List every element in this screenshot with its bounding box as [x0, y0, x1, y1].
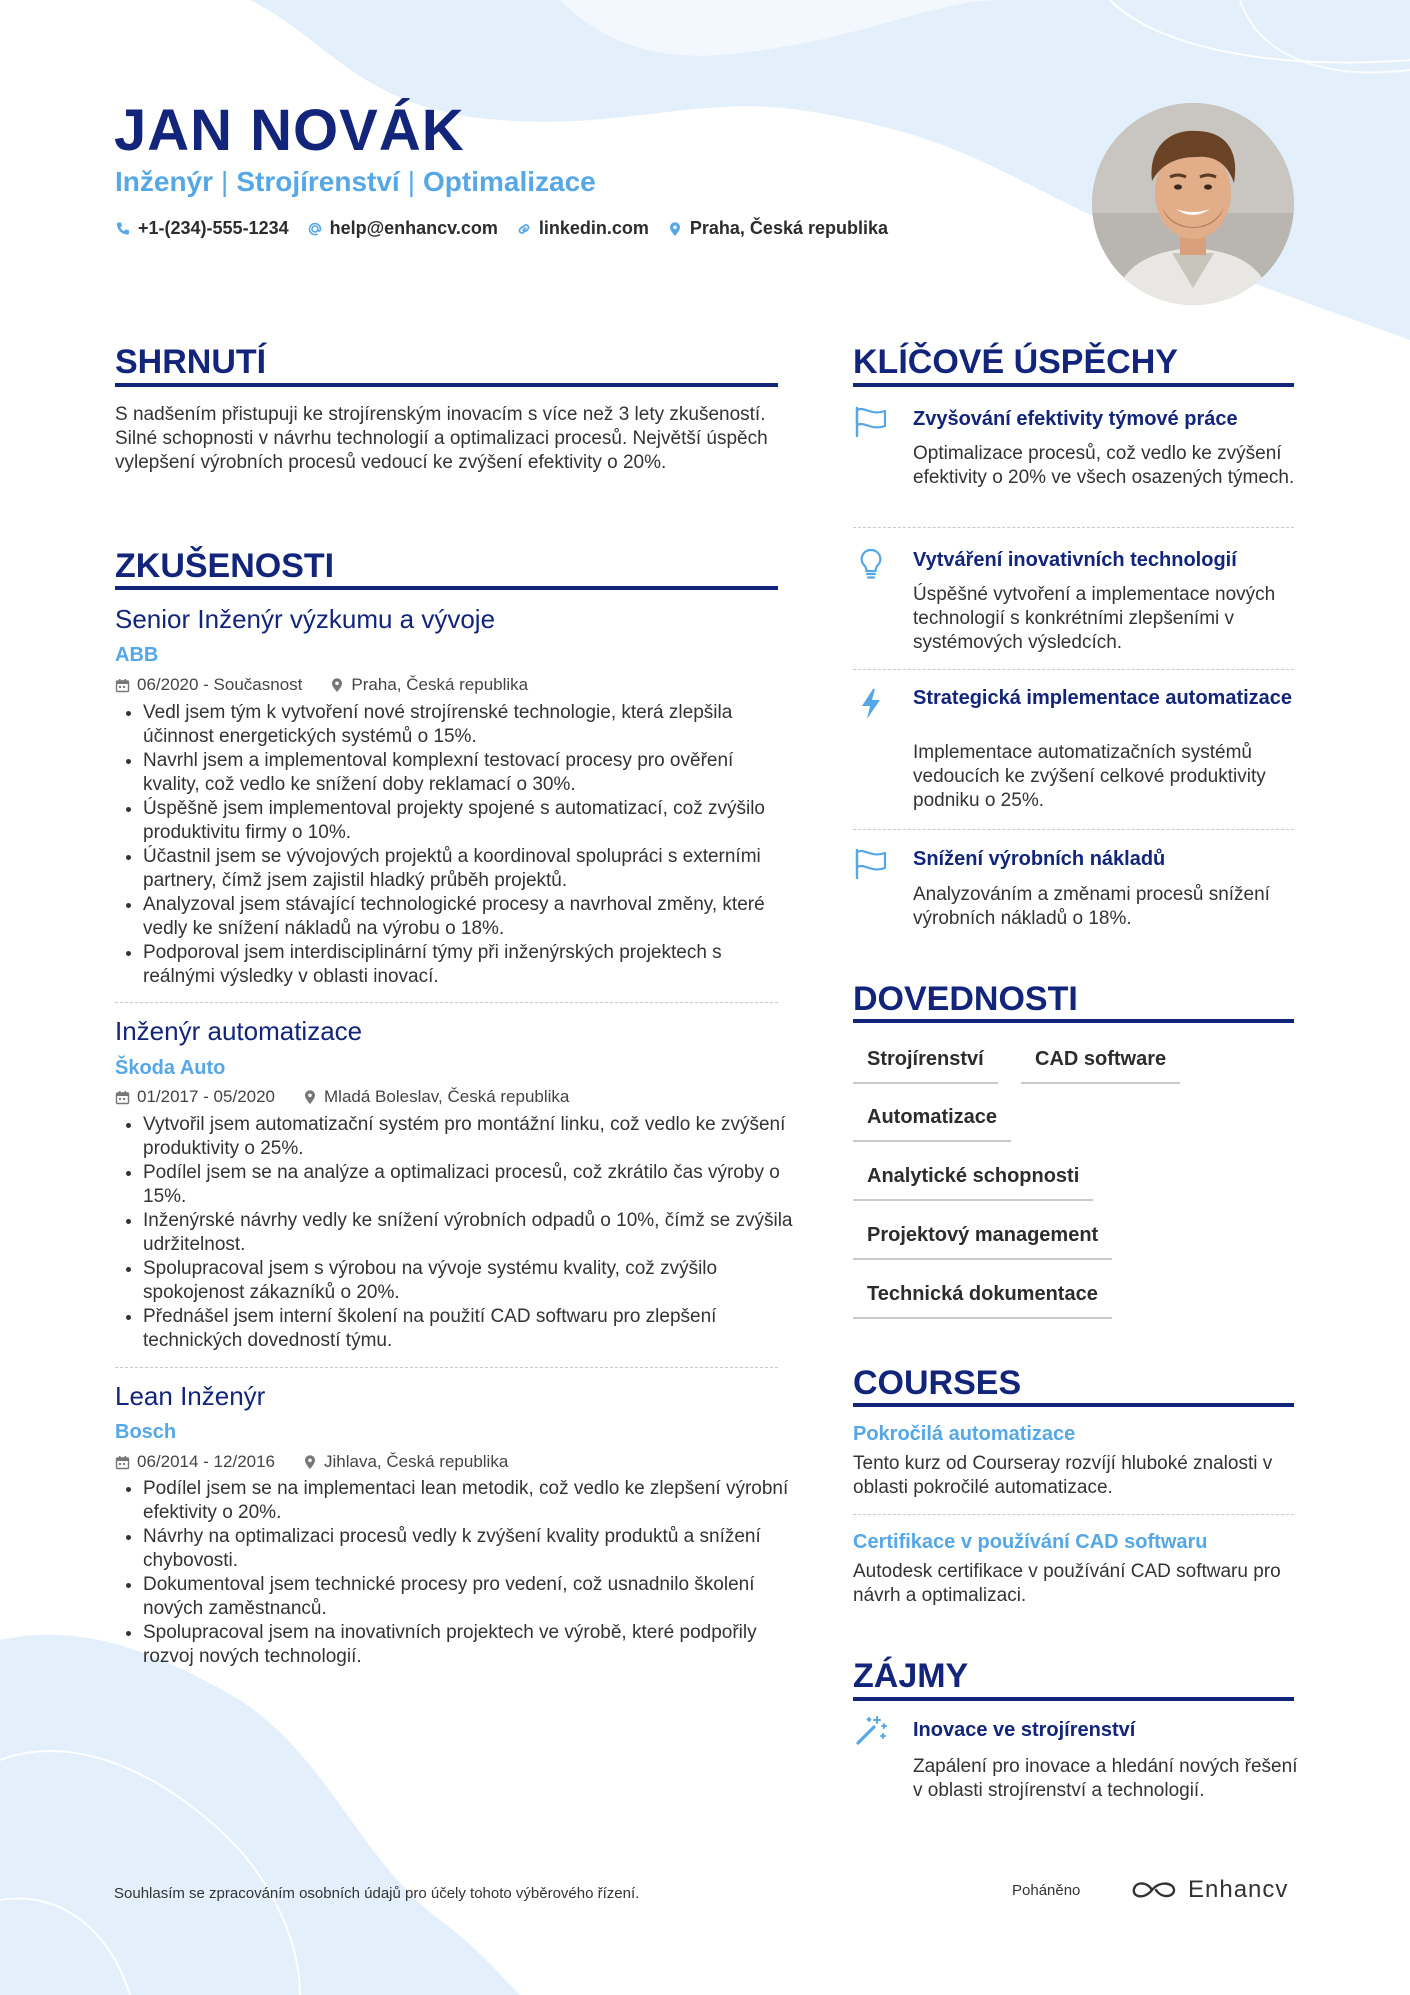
course-desc: Autodesk certifikace v používání CAD softwaru pro návrh a optimalizaci.	[853, 1561, 1281, 1606]
job-bullet: • Návrhy na optimalizaci procesů vedly k zvýšení kvality produktů a snížení chybovosti.	[143, 1525, 793, 1573]
interests-title: ZÁJMY	[853, 1657, 969, 1695]
job-location	[330, 674, 528, 696]
skill-tag: CAD software	[1021, 1046, 1180, 1084]
magic-wand-icon	[853, 1714, 889, 1746]
calendar-icon	[115, 1455, 130, 1470]
phone-icon	[115, 221, 131, 237]
job-bullet: • Úspěšně jsem implementoval projekty spojené s automatizací, což zvýšilo produktivitu firmy o 10%.	[143, 797, 793, 845]
achievement-title: Strategická implementace automatizace	[913, 687, 1293, 709]
job-dates	[115, 674, 302, 696]
job-company: Bosch	[115, 1421, 177, 1443]
contact-email[interactable]	[307, 218, 498, 239]
job-bullet: • Přednášel jsem interní školení na použití CAD softwaru pro zlepšení technických dovedností týmu.	[143, 1305, 793, 1353]
courses-divider	[853, 1403, 1294, 1407]
lightbulb-icon	[853, 547, 889, 579]
job-role: Inženýr automatizace	[115, 1016, 363, 1046]
skill-tag: Technická dokumentace	[853, 1281, 1112, 1319]
job-bullet: • Účastnil jsem se vývojových projektů a koordinoval spolupráci s externími partnery, čímž jsem zajistil hladký průběh projektů.	[143, 845, 793, 893]
course-desc: Tento kurz od Courseray rozvíjí hluboké znalosti v oblasti pokročilé automatizace.	[853, 1453, 1273, 1498]
achievements-title: KLÍČOVÉ ÚSPĚCHY	[853, 343, 1178, 381]
job-location-text: Jihlava, Česká republika	[324, 1452, 509, 1471]
enhancv-logo-icon	[1130, 1877, 1178, 1903]
link-icon	[516, 221, 532, 237]
candidate-name: JAN NOVÁK	[114, 98, 465, 163]
powered-by-label: Poháněno	[1012, 1882, 1081, 1899]
email-text: help@enhancv.com	[329, 218, 498, 238]
location-pin-icon	[303, 1454, 317, 1470]
achievement-title: Vytváření inovativních technologií	[913, 549, 1237, 571]
headline-part: Strojírenství	[236, 166, 400, 197]
at-icon	[307, 221, 323, 237]
achievement-title: Snížení výrobních nákladů	[913, 848, 1166, 870]
job-role: Senior Inženýr výzkumu a vývoje	[115, 604, 496, 634]
phone-text: +1-(234)-555-1234	[138, 218, 289, 238]
job-dates-text: 01/2017 - 05/2020	[137, 1087, 276, 1106]
location-pin-icon	[330, 677, 344, 693]
job-location	[303, 1086, 569, 1108]
job-bullet: • Dokumentoval jsem technické procesy pro vedení, což usnadnilo školení nových zaměstnanců.	[143, 1573, 793, 1621]
headline-part: Inženýr	[115, 166, 214, 197]
job-dates-text: 06/2020 - Současnost	[137, 675, 303, 694]
skills-divider	[853, 1019, 1294, 1023]
job-company: Škoda Auto	[115, 1057, 226, 1079]
headline-separator: |	[221, 166, 229, 197]
achievement-separator	[853, 829, 1294, 830]
course-title: Pokročilá automatizace	[853, 1423, 1076, 1445]
calendar-icon	[115, 1090, 130, 1105]
calendar-icon	[115, 678, 130, 693]
job-bullet: • Spolupracoval jsem s výrobou na vývoje systému kvality, což zvýšilo spokojenost zákazníků o 20%.	[143, 1257, 793, 1305]
achievement-desc: Optimalizace procesů, což vedlo ke zvýšení efektivity o 20% ve všech osazených týmech.	[913, 443, 1295, 488]
achievement-item	[853, 545, 1294, 665]
skills-title: DOVEDNOSTI	[853, 980, 1078, 1018]
contact-phone[interactable]	[115, 218, 289, 239]
location-pin-icon	[667, 221, 683, 237]
linkedin-text: linkedin.com	[538, 218, 649, 238]
job-bullets	[115, 701, 793, 989]
course-title: Certifikace v používání CAD softwaru	[853, 1531, 1208, 1553]
job-role: Lean Inženýr	[115, 1381, 266, 1411]
interest-item	[853, 1712, 1298, 1812]
course-separator	[853, 1514, 1294, 1515]
interest-title: Inovace ve strojírenství	[913, 1719, 1136, 1741]
skill-tag: Strojírenství	[853, 1046, 998, 1084]
achievements-divider	[853, 383, 1294, 387]
experience-divider	[115, 586, 778, 590]
job-bullet: • Vytvořil jsem automatizační systém pro montážní linku, což vedlo ke zvýšení produktivity o 25%.	[143, 1113, 793, 1161]
job-bullet: • Vedl jsem tým k vytvoření nové strojírenské technologie, která zlepšila účinnost energetických systémů o 15%.	[143, 701, 793, 749]
headline	[115, 164, 596, 200]
job-dates-text: 06/2014 - 12/2016	[137, 1452, 276, 1471]
achievement-title: Zvyšování efektivity týmové práce	[913, 408, 1238, 430]
interests-divider	[853, 1697, 1294, 1701]
job-bullets	[115, 1113, 793, 1353]
achievement-separator	[853, 669, 1294, 670]
job-separator	[115, 1002, 778, 1003]
contact-location	[667, 218, 888, 239]
job-location	[303, 1451, 508, 1473]
flag-icon	[853, 406, 889, 438]
skill-tag: Projektový management	[853, 1222, 1112, 1260]
job-meta	[115, 674, 548, 696]
enhancv-logo-text: Enhancv	[1188, 1876, 1289, 1903]
job-location-text: Mladá Boleslav, Česká republika	[324, 1087, 570, 1106]
skill-tag: Analytické schopnosti	[853, 1163, 1093, 1201]
summary-text: S nadšením přistupuji ke strojírenským inovacím s více než 3 lety zkušeností. Silné schopnosti v návrhu technologií a optimalizaci procesů. Největší úspěch vylepšení výrobních procesů vedoucí ke zvýšení efektivity o 20%.	[115, 404, 768, 473]
location-text: Praha, Česká republika	[689, 218, 889, 238]
flag-icon	[853, 848, 889, 880]
job-bullet: • Spolupracoval jsem na inovativních projektech ve výrobě, které podpořily rozvoj nových technologií.	[143, 1621, 793, 1669]
courses-title: COURSES	[853, 1364, 1022, 1402]
job-bullet: • Inženýrské návrhy vedly ke snížení výrobních odpadů o 10%, čímž se zvýšila udržitelnost.	[143, 1209, 793, 1257]
contact-linkedin[interactable]	[516, 218, 649, 239]
lightning-icon	[853, 688, 889, 720]
contact-bar	[115, 218, 888, 239]
skill-tag: Automatizace	[853, 1104, 1011, 1142]
job-bullet: • Analyzoval jsem stávající technologické procesy a navrhoval změny, které vedly ke snížení nákladů na výrobu o 18%.	[143, 893, 793, 941]
job-bullet: • Navrhl jsem a implementoval komplexní testovací procesy pro ověření kvality, což vedlo ke snížení doby reklamací o 30%.	[143, 749, 793, 797]
job-bullet: • Podílel jsem se na implementaci lean metodik, což vedlo ke zlepšení výrobní efektivity o 20%.	[143, 1477, 793, 1525]
achievement-item	[853, 684, 1294, 824]
job-company: ABB	[115, 644, 159, 666]
headline-part: Optimalizace	[422, 166, 596, 197]
enhancv-logo[interactable]	[1130, 1876, 1288, 1904]
location-pin-icon	[303, 1089, 317, 1105]
job-dates	[115, 1086, 275, 1108]
achievement-item	[853, 846, 1294, 946]
achievement-separator	[853, 527, 1294, 528]
job-bullet: • Podílel jsem se na analýze a optimalizaci procesů, což zkrátilo čas výroby o 15%.	[143, 1161, 793, 1209]
consent-text: Souhlasím se zpracováním osobních údajů pro účely tohoto výběrového řízení.	[114, 1885, 640, 1902]
job-separator	[115, 1367, 778, 1368]
headline-separator: |	[407, 166, 415, 197]
job-meta	[115, 1451, 528, 1473]
summary-divider	[115, 383, 778, 387]
summary-title: SHRNUTÍ	[115, 343, 267, 381]
job-meta	[115, 1086, 589, 1108]
achievement-item	[853, 404, 1294, 524]
job-dates	[115, 1451, 275, 1473]
profile-photo	[1092, 103, 1294, 305]
experience-title: ZKUŠENOSTI	[115, 547, 335, 585]
job-bullet: • Podporoval jsem interdisciplinární týmy při inženýrských projektech s reálnými výsledky v oblasti inovací.	[143, 941, 793, 989]
achievement-desc: Implementace automatizačních systémů vedoucích ke zvýšení celkové produktivity podniku o 25%.	[913, 742, 1266, 811]
interest-desc: Zapálení pro inovace a hledání nových řešení v oblasti strojírenství a technologií.	[913, 1756, 1298, 1801]
achievement-desc: Úspěšné vytvoření a implementace nových technologií s konkrétními zlepšeními v systémových výsledcích.	[913, 584, 1276, 653]
achievement-desc: Analyzováním a změnami procesů snížení výrobních nákladů o 18%.	[913, 884, 1270, 929]
job-bullets	[115, 1477, 793, 1669]
job-location-text: Praha, Česká republika	[351, 675, 529, 694]
